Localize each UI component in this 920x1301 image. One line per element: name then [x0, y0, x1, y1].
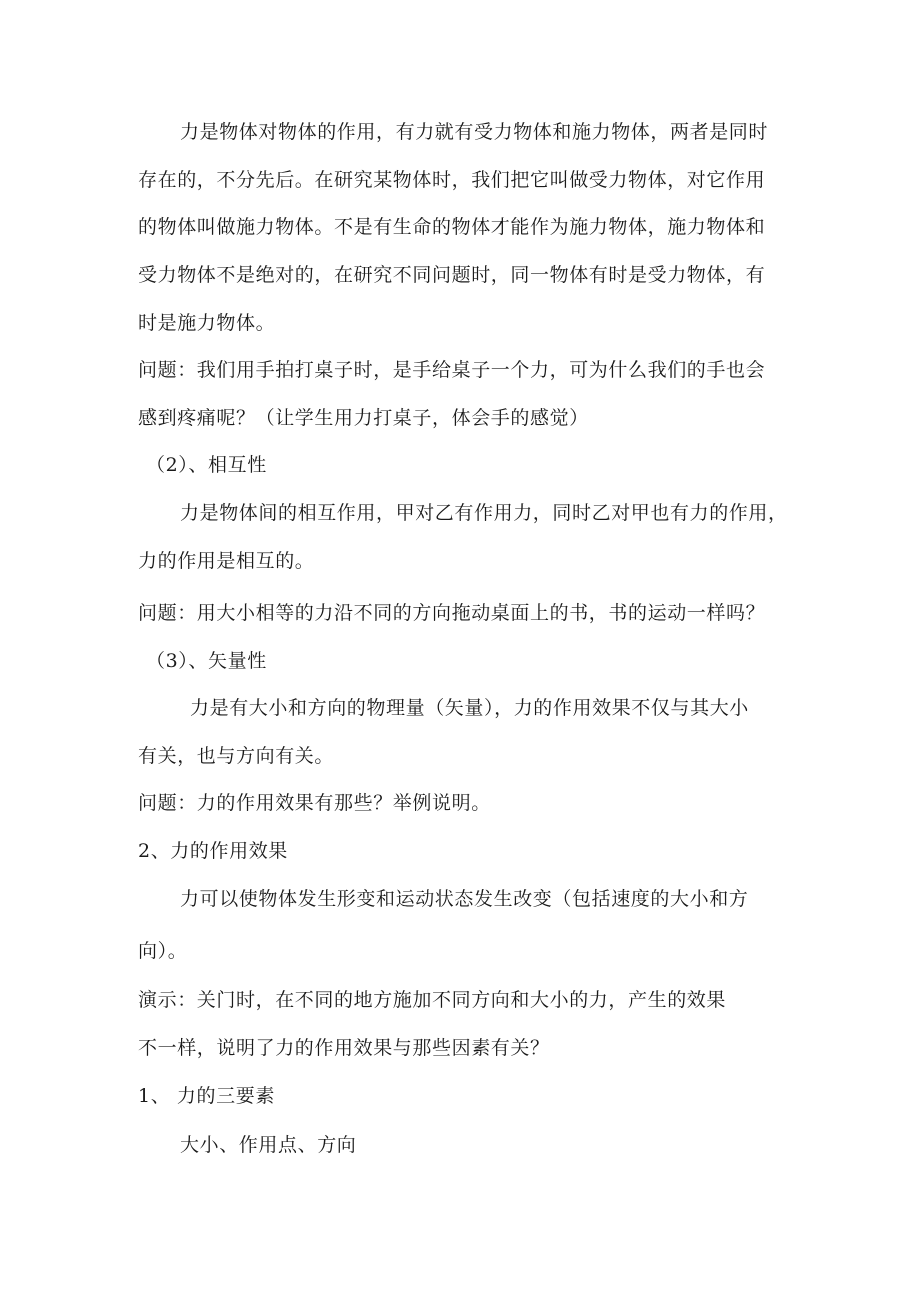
paragraph-line: 感到疼痛呢？（让学生用力打桌子，体会手的感觉） [138, 407, 589, 429]
paragraph-line: 大小、作用点、方向 [180, 1134, 357, 1156]
paragraph-line: 向）。 [138, 940, 188, 962]
paragraph-line: 有关，也与方向有关。 [138, 745, 335, 767]
paragraph-line: 力是物体间的相互作用，甲对乙有作用力，同时乙对甲也有力的作用， [180, 502, 788, 524]
paragraph-line: 1、 力的三要素 [138, 1085, 275, 1107]
paragraph-line: 力可以使物体发生形变和运动状态发生改变（包括速度的大小和方 [180, 888, 749, 910]
paragraph-line: 2、力的作用效果 [138, 840, 288, 862]
paragraph-line: 力是有大小和方向的物理量（矢量），力的作用效果不仅与其大小 [190, 697, 749, 719]
paragraph-line: 不一样，说明了力的作用效果与那些因素有关？ [138, 1037, 550, 1059]
paragraph-line: （3）、矢量性 [146, 650, 267, 672]
paragraph-line: 时是施力物体。 [138, 312, 276, 334]
paragraph-line: 演示：关门时，在不同的地方施加不同方向和大小的力，产生的效果 [138, 989, 727, 1011]
paragraph-line: （2）、相互性 [146, 454, 267, 476]
paragraph-line: 的物体叫做施力物体。不是有生命的物体才能作为施力物体，施力物体和 [138, 216, 766, 238]
paragraph-line: 问题：用大小相等的力沿不同的方向拖动桌面上的书，书的运动一样吗？ [138, 602, 766, 624]
paragraph-line: 力的作用是相互的。 [138, 550, 315, 572]
paragraph-line: 问题：力的作用效果有那些？举例说明。 [138, 792, 491, 814]
paragraph-line: 问题：我们用手拍打桌子时，是手给桌子一个力，可为什么我们的手也会 [138, 359, 766, 381]
paragraph-line: 受力物体不是绝对的，在研究不同问题时，同一物体有时是受力物体，有 [138, 264, 766, 286]
paragraph-line: 存在的，不分先后。在研究某物体时，我们把它叫做受力物体，对它作用 [138, 169, 766, 191]
paragraph-line: 力是物体对物体的作用，有力就有受力物体和施力物体，两者是同时 [180, 121, 769, 143]
